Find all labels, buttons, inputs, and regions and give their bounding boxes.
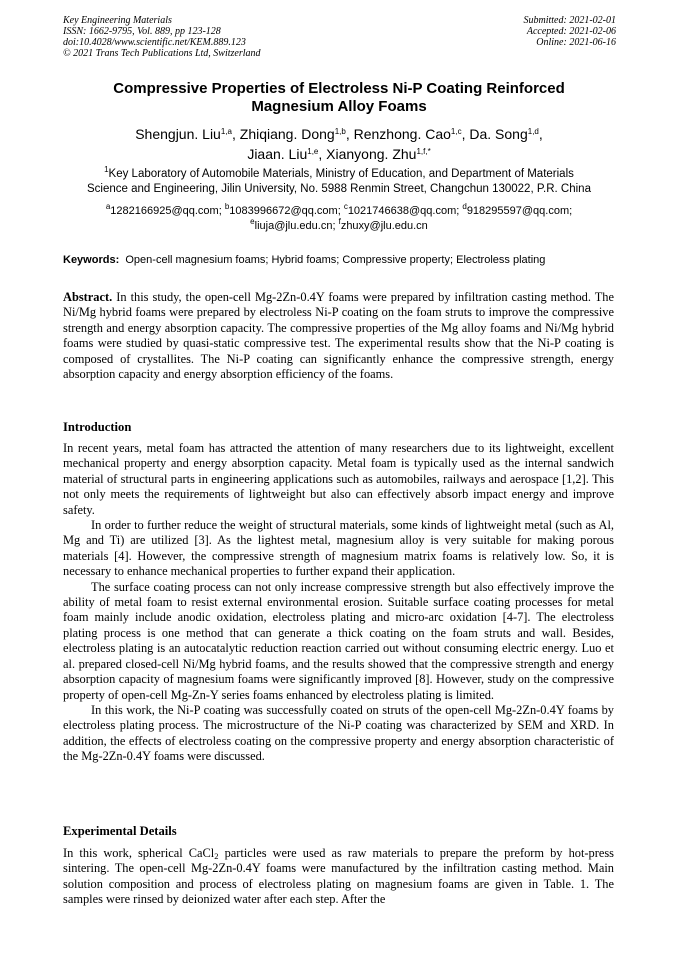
email-address[interactable]: 918295597@qq.com xyxy=(466,205,570,217)
email-address[interactable]: 1282166925@qq.com xyxy=(110,205,219,217)
email-list: $^a$1282166925@qq.com; $^b$1083996672@qq.com; $^c$1021746638@qq.com; $^d$918295597@qq.com; $^e$liuja@jlu.edu.cn; $^f$zhuxy@jlu.edu.cn xyxy=(105,202,573,232)
author-sup: 1,c xyxy=(450,127,462,136)
keywords xyxy=(63,253,615,268)
experimental-body xyxy=(63,846,614,908)
affiliation-sup: 1 xyxy=(104,165,109,174)
intro-paragraph: In recent years, metal foam has attracted the attention of many researchers due to its lightweight, excellent mechanical property and energy absorption capacity. Metal foam is typically used as the internal sandwich material of structural parts in engineering applications such as automobiles, railways and aerospace [1,2]. This not only meets the requirements of lightweight but also can effectively absorb impact energy and improve safety. xyxy=(63,441,614,517)
email-sup: d xyxy=(462,202,467,211)
author-sup: 1,f,* xyxy=(416,147,431,156)
author-sup: 1,e xyxy=(307,147,319,156)
author-name: Xianyong. Zhu xyxy=(326,146,417,162)
intro-paragraph: The surface coating process can not only increase compressive strength but also effectively improve the ability of metal foam to resist external environmental erosion. Suitable surface coating processes for metal foam mainly include anodic oxidation, electroless plating and micro-arc oxidation [4-7]. The electroless plating process is one method that can generate a thick coating on the foam struts and wall. Besides, electroless plating is an autocatalytic reduction reaction carried out without consuming electric energy. Luo et al. prepared closed-cell Ni/Mg hybrid foams, and the results showed that the compressive strength and energy absorption capacity of magnesium foams were significantly improved [8]. However, study on the compressive property of open-cell Mg-Zn-Y series foams enhanced by electroless plating is limited. xyxy=(63,579,614,702)
keywords-label: Keywords: xyxy=(63,254,120,266)
affiliation-line-2: Science and Engineering, Jilin University, No. 5988 Renmin Street, Changchun 130022, P.R. China xyxy=(87,183,591,195)
accepted-date: Accepted: 2021-02-06 xyxy=(526,26,616,37)
online-date: Online: 2021-06-16 xyxy=(536,37,616,48)
introduction-heading: Introduction xyxy=(63,420,132,434)
author-sup: 1,d xyxy=(527,127,539,136)
author-name: Shengjun. Liu xyxy=(135,126,221,142)
author-sup: 1,b xyxy=(334,127,346,136)
introduction-body xyxy=(63,441,614,765)
author-name: Zhiqiang. Dong xyxy=(239,126,335,142)
email-sup: b xyxy=(224,202,230,211)
author-sup: 1,a xyxy=(220,127,232,136)
submission-dates xyxy=(524,15,617,48)
abstract xyxy=(63,290,614,382)
intro-paragraph: In this work, the Ni-P coating was successfully coated on struts of the open-cell Mg-2Zn-0.4Y foams by electroless plating process. The microstructure of the Ni-P coating was characterized by SEM and XRD. In addition, the effects of electroless coating on the compressive property and energy absorption characteristic of the Mg-2Zn-0.4Y foams were discussed. xyxy=(63,702,614,764)
author-list: Shengjun. Liu$^{1,a}$, Zhiqiang. Dong$^{1,b}$, Renzhong. Cao$^{1,c}$, Da. Song$^{1,d}$, Jiaan. Liu$^{1,e}$, Xianyong. Zhu$^{1,f,*}$ xyxy=(135,126,543,162)
email-sup: a xyxy=(105,202,111,211)
doi-line: doi:10.4028/www.scientific.net/KEM.889.123 xyxy=(63,37,246,48)
author-name: Da. Song xyxy=(469,126,528,142)
experimental-heading: Experimental Details xyxy=(63,824,177,838)
email-address[interactable]: liuja@jlu.edu.cn xyxy=(254,220,333,232)
experimental-paragraph xyxy=(63,846,614,908)
abstract-text: In this study, the open-cell Mg-2Zn-0.4Y foams were prepared by infiltration casting method. The Ni/Mg hybrid foams were prepared by electroless Ni-P coating on the foam struts to improve the compressive strength and energy absorption capacity. The compressive properties of the Mg alloy foams and Ni/Mg hybrid foams were studied by quasi-static compressive test. The experimental results show that the Ni-P coating is composed of crystallites. The Ni-P coating can significantly enhance the compressive strength, energy absorption capacity and energy absorption efficiency of the foams. xyxy=(63,290,614,382)
paper-title xyxy=(63,80,615,116)
email-address[interactable]: 1083996672@qq.com xyxy=(229,205,338,217)
keywords-text: Open-cell magnesium foams; Hybrid foams; Compressive property; Electroless plating xyxy=(125,254,546,266)
title-line-1: Compressive Properties of Electroless Ni-P Coating Reinforced xyxy=(113,80,565,97)
chemical-subscript: 2 xyxy=(214,851,219,861)
email-address[interactable]: 1021746638@qq.com xyxy=(347,205,457,217)
title-line-2: Magnesium Alloy Foams xyxy=(251,98,427,115)
issn-line: ISSN: 1662-9795, Vol. 889, pp 123-128 xyxy=(63,26,221,37)
email-sup: c xyxy=(343,202,348,211)
experimental-text-start: In this work, spherical CaCl xyxy=(63,846,215,860)
experimental-text-rest: particles were used as raw materials to prepare the preform by hot-press sintering. The open-cell Mg-2Zn-0.4Y foams were manufactured by the infiltration casting method. Main solution composition and process of electroless plating on magnesium foams are given in Table. 1. The samples were rinsed by deionized water after each step. After the xyxy=(63,846,614,907)
affiliation-line-1: Key Laboratory of Automobile Materials, Ministry of Education, and Department of Materials xyxy=(108,168,574,180)
author-name: Jiaan. Liu xyxy=(247,146,308,162)
journal-name: Key Engineering Materials xyxy=(63,15,172,26)
abstract-label: Abstract. xyxy=(63,290,113,304)
affiliation xyxy=(63,167,615,197)
journal-info xyxy=(63,15,261,59)
email-sup: f xyxy=(338,217,341,226)
author-name: Renzhong. Cao xyxy=(353,126,451,142)
intro-paragraph: In order to further reduce the weight of structural materials, some kinds of lightweight metal (such as Al, Mg and Ti) are utilized [3]. As the lightest metal, magnesium alloy is very suitable for making porous materials [4]. However, the compressive strength of magnesium matrix foams is relatively low. So, it is necessary to enhance mechanical properties to further expand their application. xyxy=(63,518,614,579)
email-address[interactable]: zhuxy@jlu.edu.cn xyxy=(340,220,428,232)
copyright-line: © 2021 Trans Tech Publications Ltd, Switzerland xyxy=(63,48,261,59)
email-sup: e xyxy=(250,217,255,226)
submitted-date: Submitted: 2021-02-01 xyxy=(523,15,616,26)
